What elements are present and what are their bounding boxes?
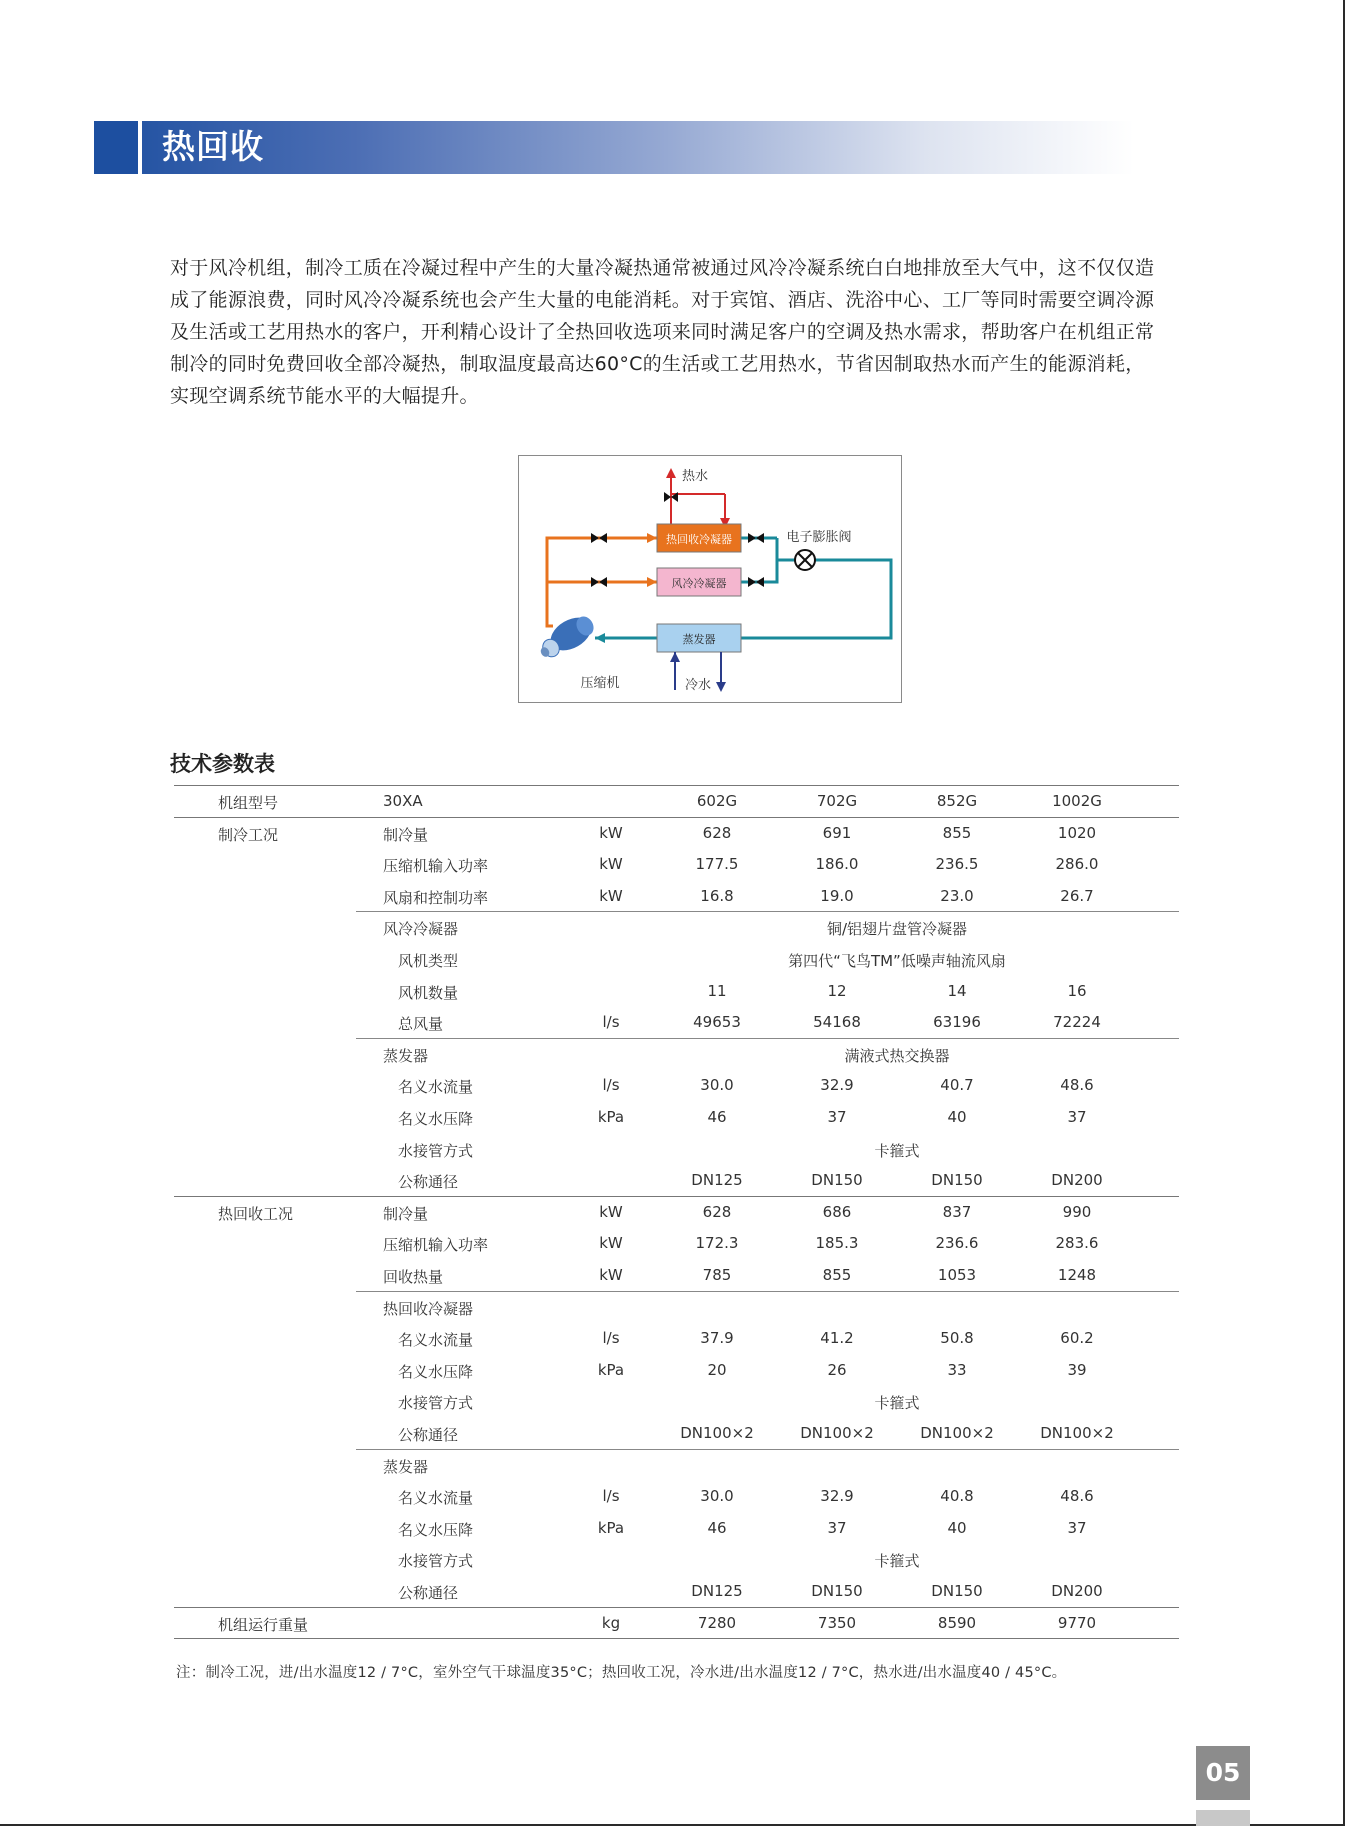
- table-row: [174, 943, 1179, 975]
- cell-value: 46: [707, 1108, 727, 1126]
- cell-value: 16: [1067, 981, 1087, 1000]
- label-evaporator: 蒸发器: [682, 633, 716, 646]
- cell-value: 1002G: [1052, 792, 1102, 810]
- cell-value: 990: [1062, 1202, 1092, 1221]
- table-row: [174, 1607, 1179, 1639]
- label-compressor: 压缩机: [580, 676, 620, 691]
- page-tab: [1196, 1810, 1250, 1826]
- row-group-label: 机组运行重量: [218, 1615, 309, 1634]
- cell-value: 40.8: [940, 1487, 974, 1506]
- cell-value: 37: [827, 1518, 847, 1537]
- row-unit: kg: [601, 1613, 621, 1632]
- cell-value: 72224: [1053, 1013, 1101, 1032]
- intro-paragraph: [170, 252, 1210, 412]
- row-parameter: 公称通径: [398, 1426, 459, 1444]
- cell-value: 23.0: [940, 886, 974, 905]
- row-unit: kW: [599, 823, 623, 842]
- table-row: [174, 1227, 1179, 1259]
- cell-value: 7350: [817, 1613, 857, 1632]
- cell-value: 54168: [813, 1013, 861, 1032]
- row-parameter: 回收热量: [383, 1268, 444, 1286]
- cell-span-value: 铜/铝翅片盘管冷凝器: [826, 920, 968, 939]
- cell-value: 7280: [697, 1613, 737, 1632]
- cell-value: 41.2: [820, 1329, 854, 1348]
- row-unit: kW: [599, 886, 623, 905]
- cell-value: 855: [942, 823, 972, 842]
- row-parameter: 水接管方式: [398, 1552, 474, 1571]
- table-row: [174, 1575, 1179, 1607]
- table-row: [174, 1291, 1179, 1323]
- cell-span-value: 满液式热交换器: [844, 1046, 950, 1065]
- cell-value: 40.7: [940, 1076, 974, 1095]
- cell-value: 19.0: [820, 886, 854, 905]
- cell-value: 37.9: [700, 1329, 734, 1348]
- cell-value: 50.8: [940, 1329, 974, 1348]
- row-parameter: 风冷冷凝器: [383, 920, 459, 939]
- intro-line: 对于风冷机组，制冷工质在冷凝过程中产生的大量冷凝热通常被通过风冷冷凝系统白白地排放至大气中，这不仅仅造: [170, 257, 1155, 279]
- cell-value: 286.0: [1055, 855, 1099, 874]
- cell-value: 39: [1067, 1360, 1087, 1379]
- cell-value: 628: [702, 1202, 732, 1221]
- cell-value: DN125: [691, 1582, 743, 1600]
- cell-value: 26: [827, 1360, 847, 1379]
- cell-value: 63196: [933, 1013, 981, 1032]
- table-row: [174, 1101, 1179, 1133]
- label-chilled-water: 冷水: [684, 678, 712, 693]
- row-unit: kW: [599, 1202, 623, 1221]
- cell-value: 16.8: [700, 886, 734, 905]
- row-group-label: 机组型号: [218, 794, 279, 812]
- row-group-label: 制冷工况: [218, 825, 279, 844]
- row-group-label: 热回收工况: [218, 1204, 294, 1223]
- cell-value: 40: [947, 1518, 967, 1537]
- cell-value: 1248: [1057, 1266, 1097, 1284]
- footnote: 注：制冷工况，进/出水温度12 / 7°C，室外空气干球温度35°C；热回收工况，冷水进/出水温度12 / 7°C，热水进/出水温度40 / 45°C。: [176, 1665, 1067, 1681]
- cell-value: DN200: [1051, 1582, 1103, 1600]
- cell-value: 855: [822, 1266, 852, 1284]
- cell-value: DN150: [811, 1171, 863, 1190]
- cell-value: 691: [822, 823, 852, 842]
- table-row: [174, 1069, 1179, 1101]
- cell-value: DN150: [811, 1582, 863, 1600]
- row-unit: kPa: [597, 1108, 625, 1126]
- table-row: [174, 1038, 1179, 1070]
- table-row: [174, 1196, 1179, 1228]
- row-parameter: 总风量: [398, 1015, 444, 1034]
- table-row: [174, 1449, 1179, 1481]
- intro-line: 及生活或工艺用热水的客户，开利精心设计了全热回收选项来同时满足客户的空调及热水需求，帮助客户在机组正常: [170, 321, 1155, 343]
- row-parameter: 公称通径: [398, 1173, 459, 1192]
- label-air-condenser: 风冷冷凝器: [671, 577, 727, 590]
- cell-value: 48.6: [1060, 1487, 1094, 1506]
- table-row: [174, 817, 1179, 849]
- cell-value: DN100×2: [800, 1424, 874, 1442]
- row-unit: kPa: [597, 1360, 625, 1379]
- heat-recovery-diagram: [518, 455, 902, 703]
- cell-value: 14: [947, 981, 967, 1000]
- intro-line: 实现空调系统节能水平的大幅提升。: [170, 385, 479, 407]
- cell-value: 1020: [1057, 823, 1097, 842]
- table-row: [174, 1417, 1179, 1449]
- table-row: [174, 1164, 1179, 1196]
- row-parameter: 风扇和控制功率: [383, 888, 489, 907]
- cell-value: 30.0: [700, 1487, 734, 1506]
- row-parameter: 风机数量: [398, 983, 459, 1002]
- cell-value: 236.5: [935, 855, 979, 874]
- section-header-accent: [94, 121, 138, 174]
- row-parameter: 风机类型: [398, 952, 459, 970]
- cell-value: 37: [1067, 1108, 1087, 1126]
- row-parameter: 名义水压降: [398, 1362, 474, 1381]
- cell-value: 49653: [693, 1013, 741, 1032]
- cell-span-value: 第四代“飞鸟TM”低噪声轴流风扇: [788, 952, 1006, 970]
- row-parameter: 压缩机输入功率: [383, 1236, 489, 1255]
- row-parameter: 30XA: [383, 792, 423, 810]
- row-parameter: 名义水流量: [398, 1489, 474, 1508]
- cell-value: DN100×2: [680, 1424, 754, 1442]
- cell-value: 48.6: [1060, 1076, 1094, 1095]
- cell-value: 177.5: [695, 855, 739, 874]
- table-row: [174, 1512, 1179, 1544]
- cell-value: 20: [707, 1360, 727, 1379]
- row-parameter: 名义水压降: [398, 1110, 474, 1128]
- row-parameter: 名义水流量: [398, 1078, 474, 1097]
- table-row: [174, 911, 1179, 943]
- cell-span-value: 卡箍式: [874, 1141, 920, 1160]
- row-parameter: 水接管方式: [398, 1141, 474, 1160]
- table-row: [174, 1480, 1179, 1512]
- row-parameter: 压缩机输入功率: [383, 857, 489, 876]
- cell-value: 186.0: [815, 855, 859, 874]
- cell-span-value: 卡箍式: [874, 1552, 920, 1571]
- row-unit: kW: [599, 855, 623, 874]
- section-title: 热回收: [162, 127, 264, 166]
- cell-value: 46: [707, 1518, 727, 1537]
- cell-span-value: 卡箍式: [874, 1394, 920, 1413]
- cell-value: 602G: [696, 792, 738, 810]
- row-parameter: 水接管方式: [398, 1394, 474, 1413]
- row-unit: l/s: [602, 1329, 620, 1348]
- row-parameter: 制冷量: [383, 825, 429, 844]
- table-title: 技术参数表: [170, 752, 275, 776]
- page-number: 05: [1205, 1758, 1241, 1787]
- row-unit: kPa: [597, 1518, 625, 1537]
- row-parameter: 热回收冷凝器: [383, 1299, 474, 1318]
- cell-value: 702G: [816, 792, 858, 810]
- table-row: [174, 975, 1179, 1007]
- table-row: [174, 1543, 1179, 1575]
- cell-value: 185.3: [815, 1234, 859, 1253]
- cell-value: 172.3: [695, 1234, 739, 1253]
- intro-line: 成了能源浪费，同时风冷冷凝系统也会产生大量的电能消耗。对于宾馆、酒店、洗浴中心、工厂等同时需要空调冷源: [170, 289, 1155, 311]
- cell-value: 283.6: [1055, 1234, 1099, 1253]
- cell-value: 686: [822, 1202, 852, 1221]
- label-expansion-valve: 电子膨胀阀: [786, 530, 852, 545]
- row-unit: l/s: [602, 1076, 620, 1095]
- row-parameter: 蒸发器: [383, 1457, 429, 1476]
- label-heat-recovery-condenser: 热回收冷凝器: [666, 533, 732, 546]
- row-unit: kW: [599, 1266, 623, 1284]
- cell-value: 1053: [937, 1266, 977, 1284]
- cell-value: DN150: [931, 1171, 983, 1190]
- cell-value: 30.0: [700, 1076, 734, 1095]
- row-parameter: 名义水流量: [398, 1331, 474, 1350]
- table-row: [174, 1322, 1179, 1354]
- table-row: [174, 785, 1179, 817]
- cell-value: 9770: [1057, 1613, 1097, 1632]
- row-parameter: 制冷量: [383, 1204, 429, 1223]
- table-row: [174, 1385, 1179, 1417]
- cell-value: 785: [702, 1266, 732, 1284]
- row-parameter: 名义水压降: [398, 1520, 474, 1539]
- cell-value: 852G: [936, 792, 978, 810]
- table-row: [174, 1006, 1179, 1038]
- cell-value: DN200: [1051, 1171, 1103, 1190]
- cell-value: 628: [702, 823, 732, 842]
- cell-value: 8590: [937, 1613, 977, 1632]
- cell-value: DN125: [691, 1171, 743, 1190]
- cell-value: 26.7: [1060, 886, 1094, 905]
- row-unit: kW: [599, 1234, 623, 1253]
- cell-value: 32.9: [820, 1076, 854, 1095]
- cell-value: DN150: [931, 1582, 983, 1600]
- cell-value: 33: [947, 1360, 967, 1379]
- cell-value: 837: [942, 1202, 972, 1221]
- cell-value: 37: [1067, 1518, 1087, 1537]
- cell-value: 236.6: [935, 1234, 979, 1253]
- label-hot-water: 热水: [682, 469, 709, 484]
- table-row: [174, 880, 1179, 912]
- intro-line: 制冷的同时免费回收全部冷凝热，制取温度最高达60°C的生活或工艺用热水，节省因制取热水而产生的能源消耗，: [170, 353, 1145, 375]
- cell-value: 40: [947, 1108, 967, 1126]
- cell-value: 12: [827, 981, 847, 1000]
- cell-value: 32.9: [820, 1487, 854, 1506]
- row-parameter: 公称通径: [398, 1584, 459, 1602]
- cell-value: 11: [707, 981, 727, 1000]
- row-parameter: 蒸发器: [383, 1046, 429, 1065]
- table-row: [174, 848, 1179, 880]
- cell-value: DN100×2: [1040, 1424, 1114, 1442]
- cell-value: 60.2: [1060, 1329, 1094, 1348]
- cell-value: 37: [827, 1108, 847, 1126]
- table-rule: [174, 1638, 1179, 1639]
- row-unit: l/s: [602, 1487, 620, 1506]
- cell-value: DN100×2: [920, 1424, 994, 1442]
- table-row: [174, 1354, 1179, 1386]
- row-unit: l/s: [602, 1013, 620, 1032]
- table-row: [174, 1259, 1179, 1291]
- table-row: [174, 1133, 1179, 1165]
